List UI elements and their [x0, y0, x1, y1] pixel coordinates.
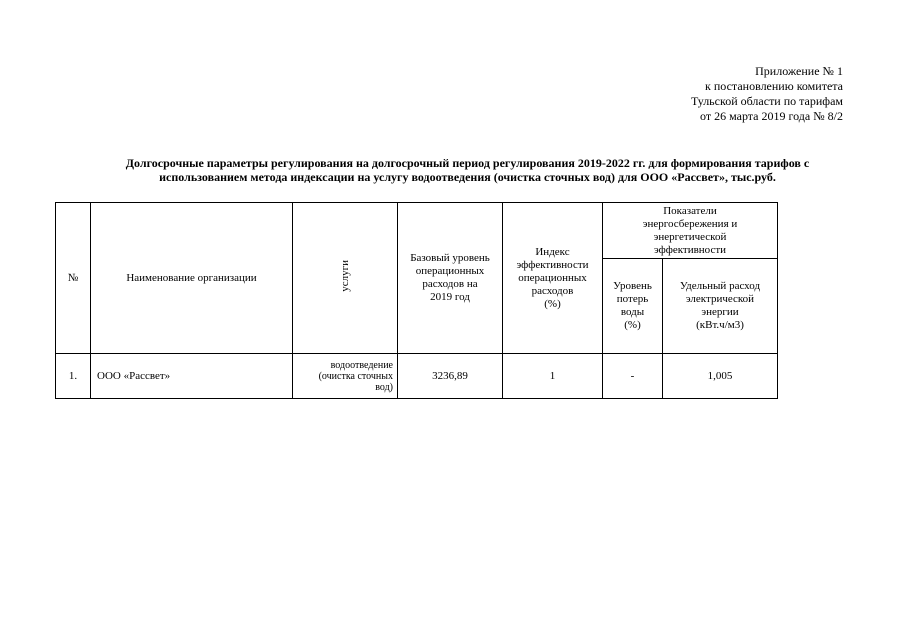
appendix-line: к постановлению комитета — [705, 79, 843, 93]
header-org: Наименование организации — [91, 203, 293, 354]
header-num: № — [56, 203, 91, 354]
header-energy-indicators: Показатели энергосбережения и энергетической эффективности — [603, 203, 778, 259]
appendix-line: от 26 марта 2019 года № 8/2 — [700, 109, 843, 123]
appendix-line: Приложение № 1 — [755, 64, 843, 78]
cell-num: 1. — [56, 354, 91, 399]
header-service — [293, 203, 398, 354]
appendix-header — [691, 64, 843, 124]
cell-efficiency-index: 1 — [503, 354, 603, 399]
cell-water-loss: - — [603, 354, 663, 399]
appendix-line: Тульской области по тарифам — [690, 94, 843, 108]
cell-base-level: 3236,89 — [398, 354, 503, 399]
header-base-level: Базовый уровень операционных расходов на 2019 год — [398, 203, 503, 354]
title-line: Долгосрочные параметры регулирования на долгосрочный период регулирования 2019-2022 гг. для формирования тарифов с — [125, 156, 810, 170]
header-water-loss: Уровень потерь воды (%) — [603, 259, 663, 354]
cell-org: ООО «Рассвет» — [91, 354, 293, 399]
document-title — [90, 156, 845, 184]
header-efficiency-index: Индекс эффективности операционных расходов (%) — [503, 203, 603, 354]
cell-service: водоотведение (очистка сточных вод) — [293, 354, 398, 399]
table-row — [56, 354, 778, 399]
cell-electric-consumption: 1,005 — [663, 354, 778, 399]
title-line: использованием метода индексации на услугу водоотведения (очистка сточных вод) для ООО «Рассвет», тыс.руб. — [159, 170, 776, 184]
header-service-text: услуги — [338, 260, 351, 292]
header-electric-consumption: Удельный расход электрической энергии (кВт.ч/м3) — [663, 259, 778, 354]
parameters-table — [55, 202, 778, 399]
